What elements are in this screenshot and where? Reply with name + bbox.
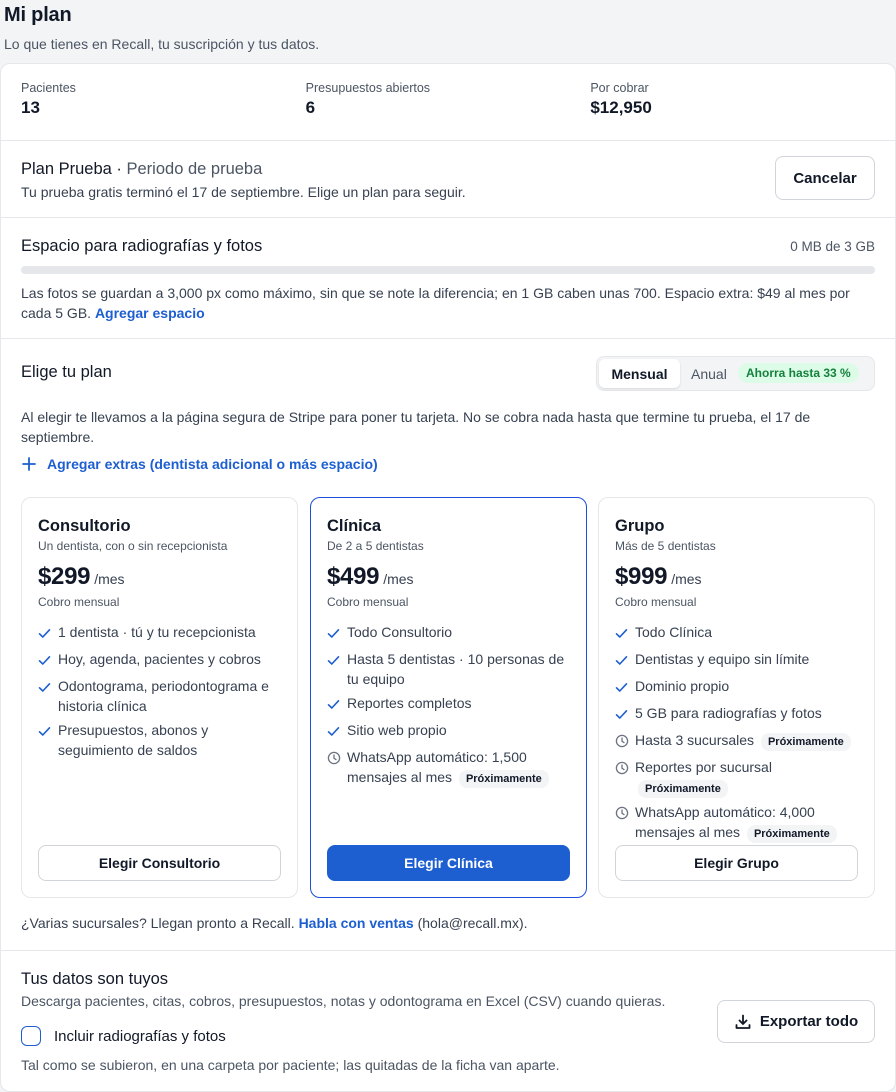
feature-text-wrap [58, 649, 261, 669]
check-icon [38, 676, 58, 699]
choose-plan-button[interactable]: Elegir Consultorio [38, 845, 281, 881]
feature-text-wrap [347, 622, 452, 642]
tier-description: Más de 5 dentistas [615, 539, 716, 553]
storage-note-text: Las fotos se guardan a 3,000 px como máximo, sin que se note la diferencia; en 1 GB caben unas 700. Espacio extra: $49 al mes por cada 5 GB. [21, 285, 850, 321]
feature-item [327, 720, 572, 743]
stat-value: 13 [21, 98, 40, 117]
plan-separator: · [111, 160, 127, 178]
stats-row [1, 64, 895, 141]
download-icon [734, 1013, 752, 1031]
check-icon [38, 622, 58, 645]
feature-text: Presupuestos, abonos y seguimiento de saldos [58, 722, 209, 758]
check-icon [327, 622, 347, 645]
feature-text: Sitio web propio [347, 722, 447, 738]
current-plan [21, 160, 262, 179]
stat-open-budgets [306, 64, 591, 140]
feature-text: Todo Consultorio [347, 624, 453, 640]
feature-text: Todo Clínica [635, 624, 713, 640]
feature-text-wrap [635, 676, 729, 696]
page-header [0, 0, 896, 63]
plan-status-section [1, 141, 895, 218]
billing-toggle [596, 356, 875, 391]
coming-soon-badge: Próximamente [459, 770, 549, 788]
tier-name: Clínica [327, 517, 382, 535]
clock-icon [615, 802, 635, 825]
feature-item [327, 747, 572, 788]
feature-item [615, 622, 860, 645]
toggle-annual[interactable]: Anual [691, 366, 727, 382]
plus-icon [21, 456, 37, 472]
check-icon [327, 649, 347, 672]
plans-section [1, 339, 895, 951]
contact-sales-link[interactable]: Habla con ventas [298, 915, 414, 931]
feature-text-wrap [347, 649, 572, 689]
check-icon [38, 649, 58, 672]
contact-email: (hola@recall.mx). [413, 915, 528, 931]
check-icon [327, 693, 347, 716]
check-icon [615, 649, 635, 672]
feature-text: 5 GB para radiografías y fotos [635, 705, 822, 721]
tier-card-clinica [310, 497, 587, 898]
export-all-label: Exportar todo [759, 1013, 859, 1030]
feature-text-wrap [635, 703, 822, 723]
stat-label: Por cobrar [590, 81, 649, 95]
stat-receivable [590, 64, 875, 140]
storage-note [21, 283, 875, 323]
data-export-description: Descarga pacientes, citas, cobros, presupuestos, notas y odontograma en Excel (CSV) cuando quieras. [21, 993, 666, 1009]
storage-progress-bar [21, 266, 875, 274]
coming-soon-badge: Próximamente [761, 733, 851, 751]
feature-text: Dominio propio [635, 678, 730, 694]
check-icon [38, 720, 58, 743]
clock-icon [615, 730, 635, 753]
feature-item [327, 693, 572, 716]
check-icon [615, 622, 635, 645]
include-photos-option[interactable] [21, 1026, 226, 1046]
tier-description: Un dentista, con o sin recepcionista [38, 539, 228, 553]
tier-price [327, 563, 414, 591]
cancel-button[interactable]: Cancelar [775, 156, 875, 200]
include-photos-label: Incluir radiografías y fotos [54, 1027, 226, 1045]
storage-usage: 0 MB de 3 GB [790, 239, 875, 254]
storage-section [1, 218, 895, 339]
clock-icon [327, 747, 347, 770]
export-all-button[interactable] [717, 1000, 875, 1043]
feature-text-wrap [635, 757, 860, 798]
feature-text: Reportes por sucursal [635, 759, 772, 775]
choose-plan-button[interactable]: Elegir Clínica [327, 845, 570, 881]
storage-title: Espacio para radiografías y fotos [21, 237, 263, 255]
feature-item [327, 622, 572, 645]
data-export-title: Tus datos son tuyos [21, 970, 169, 988]
coming-soon-badge: Próximamente [638, 780, 728, 798]
plan-card [0, 63, 896, 1092]
feature-text-wrap [635, 649, 809, 669]
feature-text: Dentistas y equipo sin límite [635, 651, 810, 667]
feature-item [38, 676, 283, 716]
feature-text-wrap [347, 693, 472, 713]
feature-text-wrap [58, 622, 256, 642]
feature-text: Odontograma, periodontograma e historia clínica [58, 678, 269, 714]
add-extras-link[interactable] [21, 456, 378, 472]
feature-text-wrap [635, 622, 712, 642]
tier-card-grupo [598, 497, 875, 898]
feature-item [615, 649, 860, 672]
tier-billing: Cobro mensual [327, 595, 409, 609]
toggle-monthly[interactable]: Mensual [599, 359, 680, 388]
feature-item [615, 703, 860, 726]
feature-item [38, 649, 283, 672]
feature-item [327, 649, 572, 689]
feature-list [615, 622, 860, 847]
trial-note: Tu prueba gratis terminó el 17 de septiembre. Elige un plan para seguir. [21, 184, 466, 200]
check-icon [327, 720, 347, 743]
clock-icon [615, 757, 635, 780]
price-amount: $499 [327, 563, 380, 590]
tier-card-consultorio [21, 497, 298, 898]
plans-title: Elige tu plan [21, 363, 112, 381]
include-photos-checkbox[interactable] [21, 1026, 41, 1046]
stat-value: 6 [305, 98, 316, 117]
price-period: /mes [671, 571, 702, 587]
feature-text: WhatsApp automático: 1,500 mensajes al mes [347, 749, 527, 785]
tier-name: Consultorio [38, 517, 131, 535]
coming-soon-badge: Próximamente [747, 825, 837, 843]
feature-list [327, 622, 572, 792]
price-period: /mes [383, 571, 414, 587]
feature-item [615, 730, 860, 753]
plan-status-label: Periodo de prueba [126, 160, 263, 178]
feature-text: Hasta 3 sucursales [635, 732, 755, 748]
contact-sales-note [21, 915, 528, 931]
savings-badge: Ahorra hasta 33 % [738, 363, 859, 383]
feature-text-wrap [635, 730, 851, 751]
tier-billing: Cobro mensual [38, 595, 120, 609]
feature-item [615, 676, 860, 699]
feature-text-wrap [58, 676, 283, 716]
add-storage-link[interactable]: Agregar espacio [94, 305, 205, 321]
stat-patients [21, 64, 306, 140]
feature-item [38, 720, 283, 760]
feature-text-wrap [58, 720, 283, 760]
feature-text: Reportes completos [347, 695, 472, 711]
feature-text: Hoy, agenda, pacientes y cobros [58, 651, 261, 667]
feature-text-wrap [635, 802, 860, 843]
choose-plan-button[interactable]: Elegir Grupo [615, 845, 858, 881]
data-export-section [1, 951, 895, 1091]
add-extras-label: Agregar extras (dentista adicional o más espacio) [47, 456, 378, 472]
tier-price [38, 563, 125, 591]
contact-text: ¿Varias sucursales? Llegan pronto a Recall. [21, 915, 299, 931]
feature-text: Hasta 5 dentistas · 10 personas de tu equipo [347, 651, 565, 687]
feature-text-wrap [347, 747, 572, 788]
feature-text: WhatsApp automático: 4,000 mensajes al mes [635, 804, 815, 840]
tier-description: De 2 a 5 dentistas [327, 539, 424, 553]
price-amount: $299 [38, 563, 91, 590]
feature-item [615, 802, 860, 843]
feature-list [38, 622, 283, 764]
tier-billing: Cobro mensual [615, 595, 697, 609]
plan-name: Plan Prueba [21, 160, 112, 178]
stat-label: Presupuestos abiertos [305, 81, 431, 95]
feature-item [38, 622, 283, 645]
plans-note: Al elegir te llevamos a la página segura de Stripe para poner tu tarjeta. No se cobra nada hasta que termine tu prueba, el 17 de septiembre. [21, 409, 811, 445]
stat-value: $12,950 [590, 98, 652, 117]
check-icon [615, 676, 635, 699]
stat-label: Pacientes [21, 81, 76, 95]
data-export-note: Tal como se subieron, en una carpeta por paciente; las quitadas de la ficha van aparte. [21, 1057, 560, 1073]
tier-price [615, 563, 702, 591]
feature-item [615, 757, 860, 798]
tier-name: Grupo [615, 517, 665, 535]
price-amount: $999 [615, 563, 668, 590]
page-title: Mi plan [4, 4, 72, 26]
feature-text: 1 dentista · tú y tu recepcionista [58, 624, 256, 640]
price-period: /mes [94, 571, 125, 587]
feature-text-wrap [347, 720, 447, 740]
check-icon [615, 703, 635, 726]
page-subtitle: Lo que tienes en Recall, tu suscripción y tus datos. [4, 36, 320, 52]
